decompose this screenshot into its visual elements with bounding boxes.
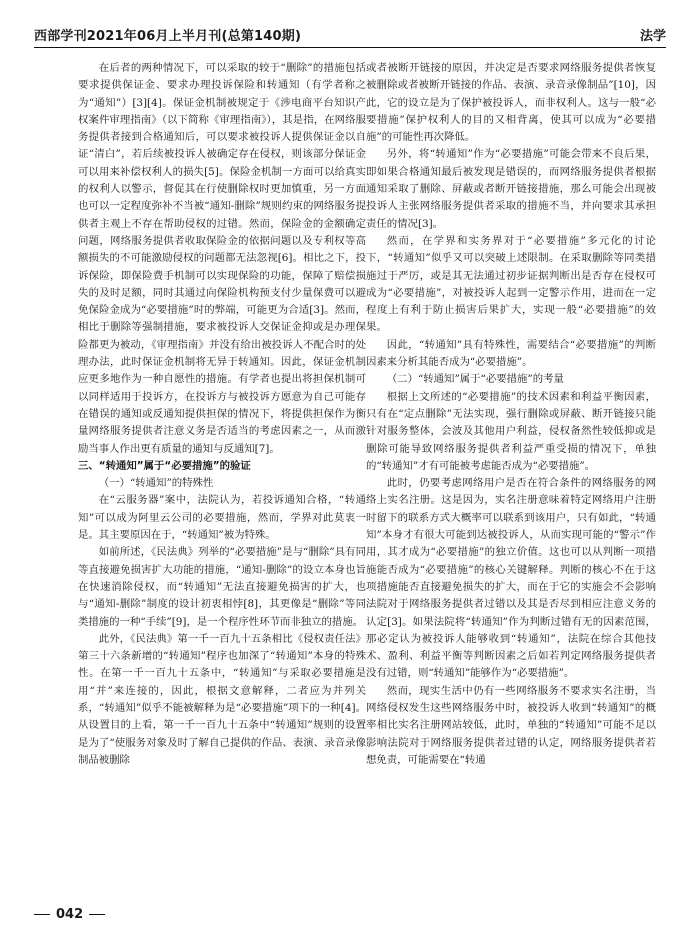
subsection-heading: （二）“转通知”属于“必要措施”的考量 [386,373,564,386]
body-paragraph: 此外，《民法典》第一千一百九十五条相比《侵权责任法》第三十六条新增的“转通知”程序也加深了“转通知”本身的特殊性。在第一千一百九十五条中，“转通知”与采取必要措施是用“并”来连接的，因此，根据文意解释，二者应为并列关系，“转通知”似乎不能被解释为是“必要措施”项下的一种[4]。从设置目的上看，第一千一百九十五条中“转通知”规则的设置是为了“使服务对象及时了解自己提供的作品、表演、录音录像制品被删除 [78,632,366,766]
body-paragraph: 如前所述，《民法典》列举的“必要措施”是与“删除”具有同等直接避免损害扩大功能的措施，“通知-删除”的设立本身也旨在快速消除侵权，而“转通知”无法直接避免损害的扩大，也与“通知-删除”制度的设计初衷相悖[8]，其更像是“删除”等同类措施的一种“手续”[9]，是一个程序性环节而非独立的措施。 [78,546,366,628]
section-label: 法学 [639,29,666,44]
body-paragraph: 或者被断开链接的原因，并决定是否要求网络服务提供者恢复被删除或者被断开链接的作品、表演、录音录像制品”[10]，因此，它的设立是为了保护被投诉人，而非权利人。这与一般“必要措施”保护权利人的目的又相背离，使其可以成为“必要措施”的可能性再次降低。 [366,62,656,144]
body-paragraph: 因此，“转通知”具有特殊性，需要结合“必要措施”的判断因素来分析其能否成为“必要措施”。 [366,338,656,369]
body-paragraph: 在后者的两种情况下，可以采取的较于“删除”的措施包括要求提供保证金、要求办理投诉保险和转通知（有学者称之为“通知”）[3][4]。保证金机制被规定于《涉电商平台知识产权案件审理指南》（以下简称《审理指南》），其是指，在网络服务提供者接到合格通知后，可以要求被投诉人提供保证金以自证“清白”，若后续被投诉人被确定存在侵权，则该部分保证金可以用来补偿权利人的损失[5]。保险金机制一方面可以给真实的权利人以警示，督促其在行使删除权时更加慎重，另一方面也可以一定程度弥补不当被“通知-删除”规则约束的网络服务提供者主观上不存在帮助侵权的过错。然而，保险金的金额确定问题，网络服务提供者收取保险金的依据问题以及专利权等高额损失的不可能激励侵权的问题都无法忽视[6]。相比之下，投诉保险，即保险费手机制可以实现保险的功能，保障了赔偿损失的及时足额，同时其通过向保险机构预支付少量保费可以避免保险金成为“必要措施”时的弊端，可能更为合适[3]。然而，相比于删除等强制措施，要求被投诉人交保证金抑或是办理保险都更为被动，《审理指南》并没有给出被投诉人不配合时的处理办法，此时保证金机制将无异于转通知。因此，保证金机制应更多地作为一种自愿性的措施。有学者也提出将担保机制可以同样适用于投诉方，在投诉方与被投诉方愿意为自己可能存在错误的通知或反通知提供担保的情况下，将提供担保作为衡量网络服务提供者注意义务是否适当的考虑因素之一，从而激励当事人作出更有质量的通知与反通知[7]。 [78,62,366,455]
header-rule [34,47,666,48]
body-paragraph: 此时，仍要考虑网络用户是否在符合条件的网络服务的网络上实名注册。这是因为，实名注册意味着特定网络用户注册时留下的联系方式大概率可以联系到该用户，只有如此，“转通知”本身才有很大可能到达被投诉人，从而实现可能的“警示”作用，其才成为“必要措施”的独立价值。这也可以从判断一项措施能否成为“必要措施”的核心关键解释。判断的核心不在于这项措施能否直接避免损失的扩大，而在于它的实施会不会影响法院对于网络服务提供者过错以及其是否尽到相应注意义务的认定[3]。如果法院将“转通知”作为判断过错有无的因素范围，那必定认为被投诉人能够收到“转通知”，法院在综合其他技术、盈利、利益平衡等判断因素之后如若判定网络服务提供者没有过错，则“转通知”能够作为“必要措施”。 [366,477,656,680]
journal-issue-title: 西部学刊2021年06月上半月刊(总第140期) [34,29,302,44]
page-footer [34,907,105,922]
section-heading: 三、“转通知”属于“必要措施”的验证 [78,459,251,472]
footer-dash [89,914,105,915]
body-paragraph: 然而，现实生活中仍有一些网络服务不要求实名注册，当网络侵权发生这些网络服务中时，被投诉人收到“转通知”的概率相比实名注册网站较低，此时，单独的“转通知”可能不足以影响法院对于网络服务提供者过错的认定，网络服务提供者若想免责，可能需要在“转通 [366,684,656,766]
footer-dash [34,914,50,915]
body-paragraph: 然而，在学界和实务界对于“必要措施”多元化的讨论下，“转通知”似乎又可以突破上述限制。在采取删除等同类措施过于严厉，或是其无法通过初步证据判断出是否存在侵权可成为“必要措施”，对被投诉人起到一定警示作用，进而在一定程度上有利于防止损害后果扩大，实现一般“必要措施”的效果。 [366,234,656,334]
running-header [34,22,666,44]
body-paragraph: 根据上文所述的“必要措施”的技术因素和利益平衡因素，只有在“定点删除”无法实现，强行删除或屏蔽、断开链接只能针对服务整体，会波及其他用户利益，侵权备然性较低抑或是删除可能导致网络服务提供者利益严重受损的情况下，单独的“转通知”才有可能被考虑能否成为“必要措施”。 [366,390,656,472]
body-paragraph: 在“云服务器”案中，法院认为，若投诉通知合格，“转通知”可以成为阿里云公司的必要措施，然而，学界对此莫衷一是。其主要原因在于，“转通知”被为特殊。 [78,494,366,542]
body-paragraph: 另外，将“转通知”作为“必要措施”可能会带来不良后果，即如果合格通知最后被发现是错误的，而网络服务提供者根据通知采取了删除、屏蔽或者断开链接措施，那么可能会出现被投诉人主张网络服务提供者采取的措施不当，并向要求其承担责任的情况[3]。 [366,148,656,230]
subsection-heading: （一）“转通知”的特殊性 [98,477,214,490]
right-column [366,60,656,769]
left-column [78,60,366,769]
page-number: 042 [56,907,84,922]
